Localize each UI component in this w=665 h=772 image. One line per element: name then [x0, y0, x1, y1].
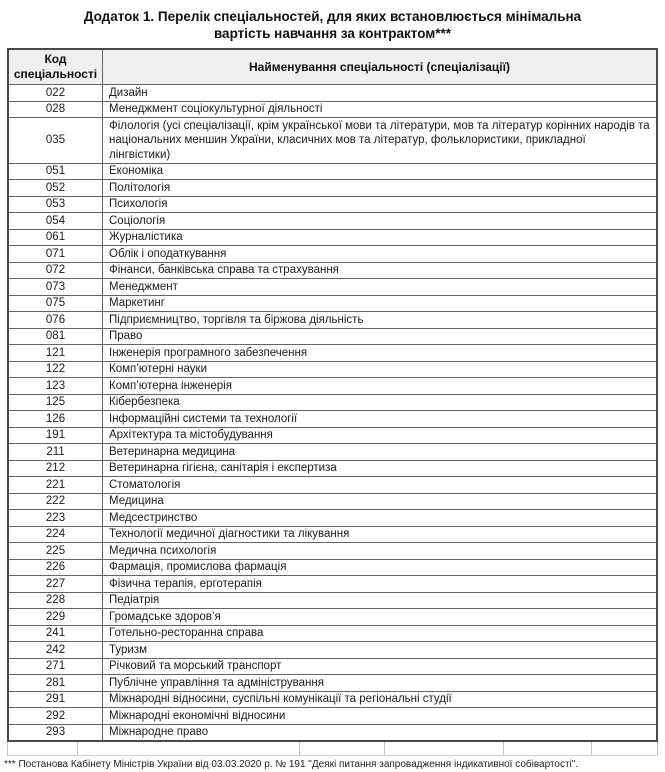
- specialties-table: [7, 48, 658, 742]
- specialty-name-cell: Фармація, промислова фармація: [103, 559, 658, 576]
- specialty-code-cell: 222: [8, 493, 103, 510]
- table-row: [8, 180, 657, 197]
- table-row: [8, 559, 657, 576]
- column-header-name: Найменування спеціальності (спеціалізації): [103, 49, 658, 85]
- specialty-code-cell: 054: [8, 213, 103, 230]
- table-row: [8, 196, 657, 213]
- specialty-name-cell: Соціологія: [103, 213, 658, 230]
- table-row: [8, 213, 657, 230]
- next-table-cell: [385, 742, 505, 755]
- specialty-name-cell: Маркетинг: [103, 295, 658, 312]
- specialty-code-cell: 229: [8, 609, 103, 626]
- specialty-name-cell: Міжнародне право: [103, 724, 658, 741]
- specialty-code-cell: 081: [8, 328, 103, 345]
- table-row: [8, 279, 657, 296]
- specialty-name-cell: Медична психологія: [103, 543, 658, 560]
- next-table-cell: [78, 742, 300, 755]
- specialty-name-cell: Журналістика: [103, 229, 658, 246]
- specialty-name-cell: Менеджмент соціокультурної діяльності: [103, 101, 658, 118]
- specialty-name-cell: Архітектура та містобудування: [103, 427, 658, 444]
- table-row: [8, 101, 657, 118]
- table-row: [8, 411, 657, 428]
- specialty-code-cell: 125: [8, 394, 103, 411]
- table-row: [8, 592, 657, 609]
- specialty-code-cell: 072: [8, 262, 103, 279]
- specialty-code-cell: 271: [8, 658, 103, 675]
- specialty-name-cell: Ветеринарна медицина: [103, 444, 658, 461]
- specialty-name-cell: Медицина: [103, 493, 658, 510]
- table-header: [8, 49, 657, 85]
- specialty-code-cell: 293: [8, 724, 103, 741]
- specialty-code-cell: 035: [8, 118, 103, 164]
- table-row: [8, 312, 657, 329]
- specialty-name-cell: Громадське здоров’я: [103, 609, 658, 626]
- table-row: [8, 724, 657, 741]
- specialty-name-cell: Політологія: [103, 180, 658, 197]
- specialty-name-cell: Медсестринство: [103, 510, 658, 527]
- table-row: [8, 246, 657, 263]
- specialty-name-cell: Комп’ютерні науки: [103, 361, 658, 378]
- table-row: [8, 510, 657, 527]
- table-row: [8, 625, 657, 642]
- next-table-cell: [504, 742, 592, 755]
- table-row: [8, 576, 657, 593]
- table-row: [8, 118, 657, 164]
- specialty-code-cell: 224: [8, 526, 103, 543]
- specialty-code-cell: 223: [8, 510, 103, 527]
- specialty-code-cell: 211: [8, 444, 103, 461]
- specialty-code-cell: 292: [8, 708, 103, 725]
- table-row: [8, 427, 657, 444]
- specialty-name-cell: Міжнародні відносини, суспільні комунікації та регіональні студії: [103, 691, 658, 708]
- table-row: [8, 229, 657, 246]
- specialty-code-cell: 028: [8, 101, 103, 118]
- specialty-code-cell: 061: [8, 229, 103, 246]
- specialty-name-cell: Кібербезпека: [103, 394, 658, 411]
- specialty-code-cell: 191: [8, 427, 103, 444]
- table-body: [8, 85, 657, 742]
- specialty-code-cell: 076: [8, 312, 103, 329]
- specialty-name-cell: Облік і оподаткування: [103, 246, 658, 263]
- specialty-name-cell: Готельно-ресторанна справа: [103, 625, 658, 642]
- specialty-code-cell: 126: [8, 411, 103, 428]
- specialty-code-cell: 291: [8, 691, 103, 708]
- specialty-code-cell: 242: [8, 642, 103, 659]
- specialty-code-cell: 241: [8, 625, 103, 642]
- specialty-name-cell: Річковий та морський транспорт: [103, 658, 658, 675]
- specialty-name-cell: Міжнародні економічні відносини: [103, 708, 658, 725]
- specialty-name-cell: Підприємництво, торгівля та біржова діяльність: [103, 312, 658, 329]
- table-row: [8, 493, 657, 510]
- column-header-code: Код спеціальності: [8, 49, 103, 85]
- specialty-code-cell: 052: [8, 180, 103, 197]
- table-row: [8, 658, 657, 675]
- header-row: [8, 49, 657, 85]
- specialty-name-cell: Фінанси, банківська справа та страхування: [103, 262, 658, 279]
- specialty-code-cell: 212: [8, 460, 103, 477]
- table-row: [8, 262, 657, 279]
- specialty-code-cell: 073: [8, 279, 103, 296]
- specialty-name-cell: Право: [103, 328, 658, 345]
- specialty-code-cell: 051: [8, 163, 103, 180]
- table-row: [8, 543, 657, 560]
- table-row: [8, 642, 657, 659]
- specialty-code-cell: 075: [8, 295, 103, 312]
- specialty-code-cell: 227: [8, 576, 103, 593]
- specialty-name-cell: Фізична терапія, ерготерапія: [103, 576, 658, 593]
- table-row: [8, 460, 657, 477]
- footnote: *** Постанова Кабінету Міністрів України від 03.03.2020 р. № 191 "Деякі питання запровадження індикативної собівартості".: [4, 759, 579, 770]
- specialty-code-cell: 121: [8, 345, 103, 362]
- specialty-code-cell: 122: [8, 361, 103, 378]
- table-row: [8, 691, 657, 708]
- table-row: [8, 163, 657, 180]
- next-table-cell: [300, 742, 385, 755]
- specialty-code-cell: 022: [8, 85, 103, 102]
- specialty-name-cell: Психологія: [103, 196, 658, 213]
- specialty-name-cell: Дизайн: [103, 85, 658, 102]
- table-row: [8, 708, 657, 725]
- specialty-name-cell: Філологія (усі спеціалізації, крім української мови та літератури, мов та літератур корінних народів та національних меншин України, класичних мов та літератур, фольклористики, прикладної лінгвістики): [103, 118, 658, 164]
- specialty-code-cell: 281: [8, 675, 103, 692]
- specialty-name-cell: Економіка: [103, 163, 658, 180]
- next-table-fragment: [7, 742, 658, 756]
- specialty-name-cell: Технології медичної діагностики та лікування: [103, 526, 658, 543]
- next-table-cell: [8, 742, 78, 755]
- specialty-name-cell: Ветеринарна гігієна, санітарія і експертиза: [103, 460, 658, 477]
- specialty-name-cell: Інженерія програмного забезпечення: [103, 345, 658, 362]
- specialty-code-cell: 226: [8, 559, 103, 576]
- table-row: [8, 328, 657, 345]
- table-row: [8, 345, 657, 362]
- table-row: [8, 444, 657, 461]
- table-row: [8, 675, 657, 692]
- specialty-code-cell: 225: [8, 543, 103, 560]
- specialty-code-cell: 123: [8, 378, 103, 395]
- specialty-name-cell: Туризм: [103, 642, 658, 659]
- table-row: [8, 378, 657, 395]
- specialty-code-cell: 053: [8, 196, 103, 213]
- document-title: Додаток 1. Перелік спеціальностей, для яких встановлюється мінімальна вартість навчання за контрактом***: [83, 9, 582, 41]
- table-row: [8, 361, 657, 378]
- specialty-name-cell: Менеджмент: [103, 279, 658, 296]
- table-row: [8, 295, 657, 312]
- specialty-name-cell: Інформаційні системи та технології: [103, 411, 658, 428]
- specialty-code-cell: 228: [8, 592, 103, 609]
- specialty-name-cell: Комп’ютерна інженерія: [103, 378, 658, 395]
- table-row: [8, 526, 657, 543]
- specialty-name-cell: Педіатрія: [103, 592, 658, 609]
- specialty-code-cell: 071: [8, 246, 103, 263]
- specialty-name-cell: Стоматологія: [103, 477, 658, 494]
- table-row: [8, 85, 657, 102]
- table-row: [8, 609, 657, 626]
- table-row: [8, 394, 657, 411]
- specialty-code-cell: 221: [8, 477, 103, 494]
- table-row: [8, 477, 657, 494]
- specialty-name-cell: Публічне управління та адміністрування: [103, 675, 658, 692]
- next-table-cell: [592, 742, 657, 755]
